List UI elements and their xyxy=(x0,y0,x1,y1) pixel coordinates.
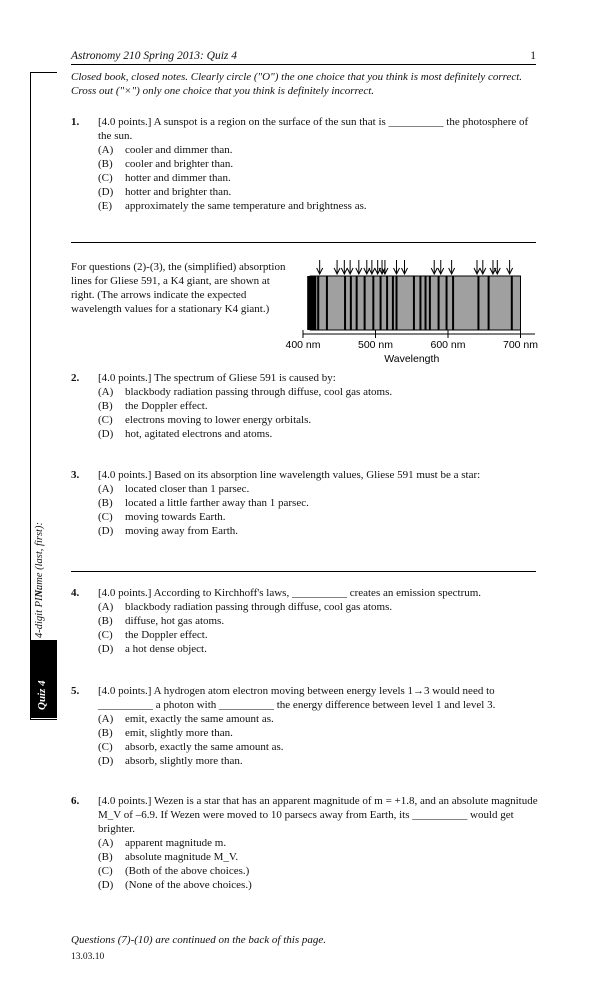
question-stem: [4.0 points.] Based on its absorption line wavelength values, Gliese 591 must be a star: xyxy=(98,469,481,481)
absorption-line xyxy=(452,276,454,330)
absorption-line xyxy=(392,276,394,330)
option[interactable]: (D) (None of the above choices.) xyxy=(98,879,252,891)
question-number: 6. xyxy=(71,795,80,807)
pin-label: 4-digit PIN: xyxy=(34,586,45,638)
absorption-line xyxy=(350,276,352,330)
question-5 xyxy=(71,684,541,768)
absorption-line xyxy=(413,276,415,330)
question-number: 5. xyxy=(71,685,80,697)
expected-line-arrow xyxy=(394,260,400,274)
option[interactable]: (C) electrons moving to lower energy orbitals. xyxy=(98,414,312,426)
page-number: 1 xyxy=(530,50,536,62)
expected-line-arrow xyxy=(480,260,486,274)
question-stem: [4.0 points.] Wezen is a star that has an apparent magnitude of m = +1.8, and an absolute magnitude M_V of –6.9. If Wezen were moved to 10 parsecs away from Earth, its __________ would get brighter. xyxy=(98,795,538,835)
tick-label: 600 nm xyxy=(430,339,466,351)
option[interactable]: (C) (Both of the above choices.) xyxy=(98,865,250,877)
option[interactable]: (B) cooler and brighter than. xyxy=(98,158,234,170)
instructions: Closed book, closed notes. Clearly circle ("O") the one choice that you think is most definitely correct. Cross out ("×") only one choice that you think is definitely incorrect. xyxy=(71,71,523,97)
absorption-line xyxy=(396,276,398,330)
option[interactable]: (A) blackbody radiation passing through diffuse, cool gas atoms. xyxy=(98,386,393,398)
axis-ticks xyxy=(285,330,538,351)
option[interactable]: (C) hotter and dimmer than. xyxy=(98,172,231,184)
absorption-line xyxy=(314,276,316,330)
quiz-tab-label: Quiz 4 xyxy=(36,680,48,710)
absorption-line xyxy=(380,276,382,330)
option[interactable]: (A) blackbody radiation passing through diffuse, cool gas atoms. xyxy=(98,601,393,613)
absorption-line xyxy=(446,276,448,330)
quiz-title: Astronomy 210 Spring 2013: Quiz 4 xyxy=(71,50,238,62)
option[interactable]: (C) absorb, exactly the same amount as. xyxy=(98,741,284,753)
absorption-line xyxy=(477,276,479,330)
absorption-line xyxy=(356,276,358,330)
expected-line-arrow xyxy=(375,260,381,274)
absorption-spectrum-figure xyxy=(285,252,545,370)
absorption-line xyxy=(438,276,440,330)
expected-line-arrow xyxy=(431,260,437,274)
option[interactable]: (D) moving away from Earth. xyxy=(98,525,239,537)
expected-line-arrow xyxy=(507,260,513,274)
absorption-line xyxy=(372,276,374,330)
question-number: 2. xyxy=(71,372,80,384)
expected-line-arrow xyxy=(438,260,444,274)
absorption-line xyxy=(429,276,431,330)
expected-line-arrow xyxy=(402,260,408,274)
option[interactable]: (A) emit, exactly the same amount as. xyxy=(98,713,274,725)
absorption-line xyxy=(511,276,513,330)
expected-line-arrow xyxy=(474,260,480,274)
section-rule xyxy=(71,571,536,572)
question-1 xyxy=(71,115,541,213)
absorption-line xyxy=(326,276,328,330)
quiz-tab xyxy=(30,640,57,718)
question-number: 1. xyxy=(71,116,80,128)
question-number: 3. xyxy=(71,469,80,481)
question-2 xyxy=(71,371,541,441)
footer-note: Questions (7)-(10) are continued on the back of this page. xyxy=(71,934,326,946)
name-label: Name (last, first): xyxy=(34,522,45,597)
option[interactable]: (C) the Doppler effect. xyxy=(98,629,208,641)
expected-line-arrow xyxy=(490,260,496,274)
expected-line-arrow xyxy=(449,260,455,274)
question-number: 4. xyxy=(71,587,80,599)
question-stem: [4.0 points.] The spectrum of Gliese 591 is caused by: xyxy=(98,372,336,384)
option[interactable]: (B) the Doppler effect. xyxy=(98,400,208,412)
absorption-line xyxy=(344,276,346,330)
absorption-line xyxy=(364,276,366,330)
expected-line-arrow xyxy=(341,260,347,274)
question-4 xyxy=(71,586,541,656)
option[interactable]: (B) emit, slightly more than. xyxy=(98,727,233,739)
question-6 xyxy=(71,794,541,892)
axis-label: Wavelength xyxy=(384,353,440,365)
page-header xyxy=(71,50,536,62)
expected-line-arrow xyxy=(494,260,500,274)
expected-line-arrow xyxy=(369,260,375,274)
absorption-line xyxy=(317,276,319,330)
option[interactable]: (D) absorb, slightly more than. xyxy=(98,755,243,767)
absorption-line xyxy=(425,276,427,330)
question-stem: [4.0 points.] A sunspot is a region on the surface of the sun that is __________ the photosphere of the sun. xyxy=(98,116,529,142)
expected-line-arrow xyxy=(334,260,340,274)
option[interactable]: (D) hot, agitated electrons and atoms. xyxy=(98,428,273,440)
expected-line-arrow xyxy=(347,260,353,274)
question-3 xyxy=(71,468,541,538)
option[interactable]: (A) cooler and dimmer than. xyxy=(98,144,233,156)
option[interactable]: (B) diffuse, hot gas atoms. xyxy=(98,615,225,627)
absorption-line xyxy=(419,276,421,330)
option[interactable]: (A) apparent magnitude m. xyxy=(98,837,227,849)
expected-line-arrows xyxy=(317,260,513,274)
expected-line-arrow xyxy=(317,260,323,274)
option[interactable]: (C) moving towards Earth. xyxy=(98,511,226,523)
section-rule xyxy=(71,242,536,243)
option[interactable]: (D) a hot dense object. xyxy=(98,643,207,655)
question-stem: [4.0 points.] According to Kirchhoff's laws, __________ creates an emission spectrum. xyxy=(98,587,482,599)
expected-line-arrow xyxy=(356,260,362,274)
question-stem: [4.0 points.] A hydrogen atom electron moving between energy levels 1→3 would need to __________ a photon with __________ the energy difference between level 1 and level 3. xyxy=(98,685,496,711)
expected-line-arrow xyxy=(364,260,370,274)
option[interactable]: (B) located a little farther away than 1 parsec. xyxy=(98,497,309,509)
tick-label: 500 nm xyxy=(357,339,394,351)
spectrum-intro: For questions (2)-(3), the (simplified) absorption lines for Gliese 591, a K4 giant, are shown at right. (The arrows indicate the expected wavelength values for a stationary K4 giant.) xyxy=(71,261,286,315)
absorption-line xyxy=(386,276,388,330)
footer-date: 13.03.10 xyxy=(71,952,105,962)
option[interactable]: (B) absolute magnitude M_V. xyxy=(98,851,239,863)
option[interactable]: (A) located closer than 1 parsec. xyxy=(98,483,250,495)
header-rule xyxy=(71,64,536,65)
tick-label: 400 nm xyxy=(285,339,321,351)
option[interactable]: (D) hotter and brighter than. xyxy=(98,186,232,198)
absorption-line xyxy=(488,276,490,330)
option[interactable]: (E) approximately the same temperature and brightness as. xyxy=(98,200,367,212)
tick-label: 700 nm xyxy=(502,339,539,351)
